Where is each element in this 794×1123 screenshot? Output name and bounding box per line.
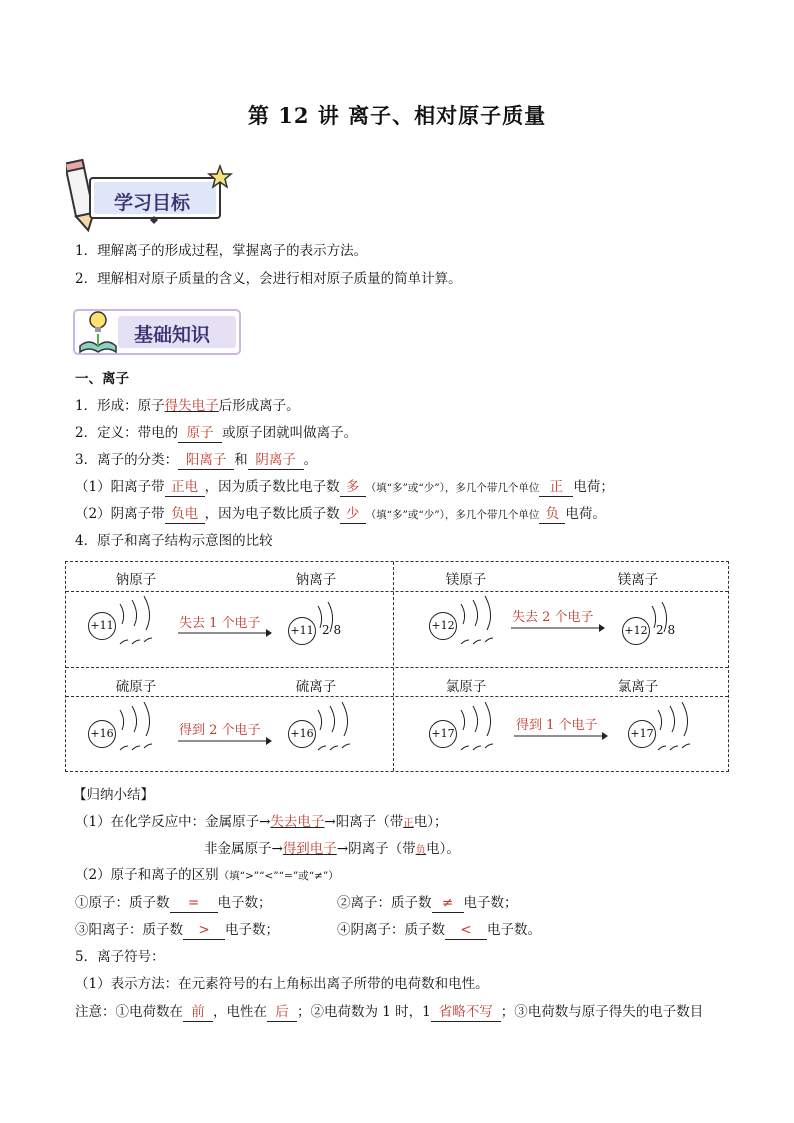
- objectives-badge-text: 学习目标: [114, 192, 191, 214]
- summary-anion: ④阴离子：质子数 < 电子数。: [337, 922, 541, 938]
- line-definition: 2．定义：带电的 原子 或原子团就叫做离子。: [75, 425, 358, 441]
- chlorine-arrow-label: 得到 1 个电子: [516, 718, 598, 733]
- magnesium-arrow: [509, 623, 605, 633]
- objectives-badge: [66, 156, 236, 236]
- basics-badge: [72, 306, 244, 360]
- line-cation: （1）阳离子带 正电 ，因为质子数比电子数 多 （填“多”或“少”），多几个带几个单位 正 电荷；: [75, 479, 614, 495]
- sodium-shells: [116, 596, 160, 656]
- magnesium-arrow-label: 失去 2 个电子: [512, 610, 594, 625]
- sulfur-arrow-label: 得到 2 个电子: [179, 723, 261, 738]
- header-sodium-atom: 钠原子: [115, 572, 157, 588]
- chlorine-ion-nucleus: +17: [628, 720, 656, 748]
- summary-difference: （2）原子和离子的区别（填“>”“<”“=”或“≠”）: [75, 867, 339, 883]
- header-chlorine-atom: 氯原子: [445, 679, 487, 695]
- sulfur-ion-nucleus: +16: [288, 720, 316, 748]
- header-chlorine-ion: 氯离子: [617, 679, 659, 695]
- magnesium-ion-nucleus: +12: [622, 617, 650, 645]
- magnesium-shells: [457, 596, 501, 656]
- summary-ion: ②离子：质子数 ≠ 电子数；: [337, 895, 518, 911]
- basics-badge-text: 基础知识: [134, 324, 211, 346]
- summary-nonmetal: 非金属原子→得到电子→阴离子（带负电）。: [204, 841, 460, 857]
- summary-metal: （1）在化学反应中：金属原子→失去电子→阳离子（带正电）；: [75, 814, 448, 830]
- chlorine-nucleus: +17: [429, 720, 457, 748]
- sulfur-ion-shells: [314, 702, 364, 762]
- objective-1: 1．理解离子的形成过程，掌握离子的表示方法。: [75, 243, 368, 259]
- ion-symbol-method: （1）表示方法：在元素符号的右上角标出离子所带的电荷数和电性。: [75, 976, 489, 992]
- summary-heading: 【归纳小结】: [73, 787, 154, 803]
- summary-cation: ③阳离子：质子数 > 电子数；: [75, 922, 279, 938]
- header-sulfur-ion: 硫离子: [295, 679, 337, 695]
- sodium-nucleus: +11: [88, 612, 116, 640]
- sodium-ion-electrons: 2 8: [322, 623, 342, 637]
- sulfur-arrow: [176, 736, 272, 746]
- structure-comparison-table: [65, 561, 729, 772]
- objective-2: 2．理解相对原子质量的含义，会进行相对原子质量的简单计算。: [75, 271, 462, 287]
- sulfur-shells: [116, 702, 160, 762]
- page-title: 第 12 讲 离子、相对原子质量: [247, 103, 547, 128]
- header-magnesium-ion: 镁离子: [617, 572, 659, 588]
- ion-symbol-note: 注意：①电荷数在 前 ，电性在 后 ；②电荷数为 1 时，1 省略不写 ；③电荷数与原子得失的电子数目: [75, 1004, 704, 1020]
- line-anion: （2）阴离子带 负电 ，因为电子数比质子数 少 （填“多”或“少”），多几个带几个单位 负 电荷。: [75, 506, 606, 522]
- summary-atom: ①原子：质子数 = 电子数；: [75, 895, 272, 911]
- sodium-arrow-label: 失去 1 个电子: [179, 616, 261, 631]
- sulfur-nucleus: +16: [88, 720, 116, 748]
- magnesium-ion-electrons: 2 8: [656, 623, 676, 637]
- chlorine-ion-shells: [654, 702, 704, 762]
- header-sodium-ion: 钠离子: [295, 572, 337, 588]
- line-comparison: 4．原子和离子结构示意图的比较: [75, 533, 273, 549]
- header-sulfur-atom: 硫原子: [115, 679, 157, 695]
- sodium-ion-nucleus: +11: [288, 617, 316, 645]
- ion-symbol-heading: 5．离子符号：: [75, 949, 165, 965]
- header-magnesium-atom: 镁原子: [445, 572, 487, 588]
- chlorine-arrow: [512, 731, 608, 741]
- sodium-arrow: [176, 628, 272, 638]
- magnesium-nucleus: +12: [429, 612, 457, 640]
- section-ion-heading: 一、离子: [75, 371, 129, 387]
- line-classification: 3．离子的分类： 阳离子 和 阴离子 。: [75, 452, 318, 468]
- chlorine-shells: [457, 702, 501, 762]
- line-formation: 1．形成：原子得失电子后形成离子。: [75, 398, 300, 414]
